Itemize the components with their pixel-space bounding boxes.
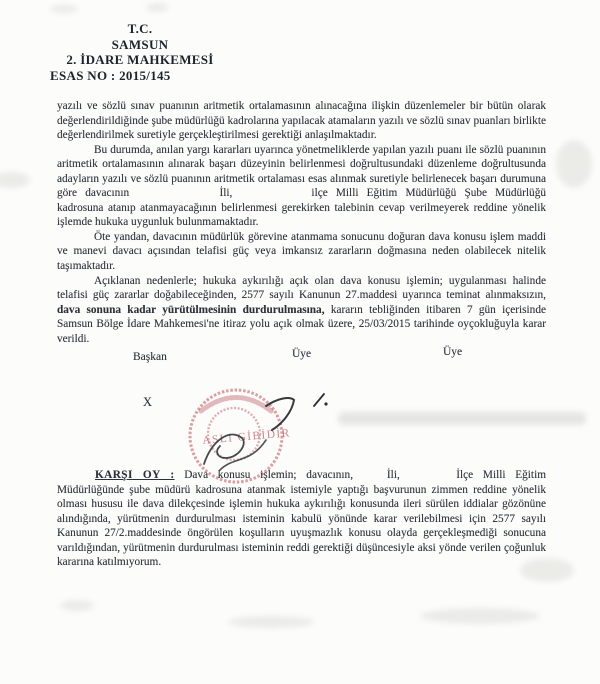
body-paragraph-4	[57, 274, 546, 347]
document-header	[50, 21, 230, 84]
header-country: T.C.	[127, 21, 153, 36]
scan-smudge	[0, 172, 30, 188]
header-city: SAMSUN	[111, 36, 169, 52]
header-case-number: ESAS NO : 2015/145	[50, 68, 171, 83]
signature-paraph	[266, 398, 294, 430]
signature-dot	[324, 402, 327, 405]
signature-label-member-1: Üye	[292, 348, 312, 360]
signature-slash	[314, 394, 324, 406]
dissent-label: KARŞI OY :	[95, 469, 175, 481]
decision-body	[57, 99, 546, 346]
body-paragraph-3: Öte yandan, davacının müdürlük görevine atanmama sonucunu doğuran dava konusu işlem maddi ve manevi davacı açısından telafisi güç veya imkansız zararların doğmasına neden olabilecek nitelik taşımaktadır.	[57, 230, 546, 273]
dissent-text: Dava konusu işlemin; davacının, İli, İlçe Milli Eğitim Müdürlüğünde şube müdürü kadrosuna atanmak istemiyle yaptığı başvurunun zimmen reddine yönelik olması hususu ile dava dilekçesinde işlemin hukuka aykırılığı konusunda ileri sürülen iddialar gözönüne alındığında, yürütmenin durdurulması isteminin kabulü yönünde karar verilebilmesi için 2577 sayılı Kanunun 27/2.maddesinde öngörülen koşulların uyuşmazlık konusu olayda gerçekleşmediği sonucuna varıldığından, yürütmenin durdurulması isteminin reddi gerektiği düşüncesiyle aksi yönde verilen çoğunluk kararına katılmıyorum.	[57, 469, 546, 569]
scan-smudge	[146, 3, 168, 12]
body-paragraph-1: yazılı ve sözlü sınav puanının aritmetik ortalamasının alınacağına ilişkin düzenlemeler bir bütün olarak değerlendirildiğinde şube müdürlüğü kadrolarına yapılacak atamaların yazılı ve sözlü sınav puanları birlikte değerlendirilmek suretiyle gerçekleştirilmesi gerektiği anlaşılmaktadır.	[57, 100, 546, 142]
scan-smudge	[420, 608, 540, 624]
dissenting-opinion	[57, 468, 546, 570]
header-court: 2. İDARE MAHKEMESİ	[66, 52, 214, 67]
stamp-certification-text: ASLI GİBİDİR	[201, 427, 292, 447]
ruling-text-before: Açıklanan nedenlerle; hukuka aykırılığı açık olan dava konusu işlemin; uygulanması halinde telafisi güç zararlar doğabileceğinden, 2577 sayılı Kanunun 27.maddesi uyarınca teminat alınmaksızın,	[57, 274, 546, 302]
scan-artifact-band	[338, 412, 586, 425]
ruling-emphasis: dava sonuna kadar yürütülmesinin durdurulmasına,	[57, 303, 325, 316]
dissent-x-mark: X	[143, 395, 153, 409]
scan-smudge	[50, 5, 78, 13]
signature-label-member-2: Üye	[443, 346, 463, 358]
scan-smudge	[556, 140, 592, 188]
body-paragraph-2: Bu durumda, anılan yargı kararları uyarınca yönetmeliklerde yapılan yazılı puanı ile sözlü puanının aritmetik ortalamasının alınarak başarı düzeyinin belirlenmesi doğrultusundaki düzenleme doğrultusunda adayların yazılı ve sözlü puanının aritmetik ortalaması esas alınmak suretiyle belirlenecek başarı durumuna göre davacının İli, ilçe Milli Eğitim Müdürlüğü Şube Müdürlüğü kadrosuna atanıp atanmayacağının belirlenmesi gerekirken talebinin cevap verilmeyerek reddine yönelik işlemde hukuka uygunluk bulunmamaktadır.	[57, 143, 546, 229]
scan-smudge	[228, 616, 314, 628]
ruling-text-after: kararın tebliğinden itibaren 7 gün içerisinde Samsun Bölge İdare Mahkemesi'ne itiraz yolu açık olmak üzere, 25/03/2015 tarihinde oyçokluğuyla karar verildi.	[57, 303, 546, 345]
signature-label-president: Başkan	[133, 351, 167, 363]
scan-smudge	[60, 600, 94, 611]
